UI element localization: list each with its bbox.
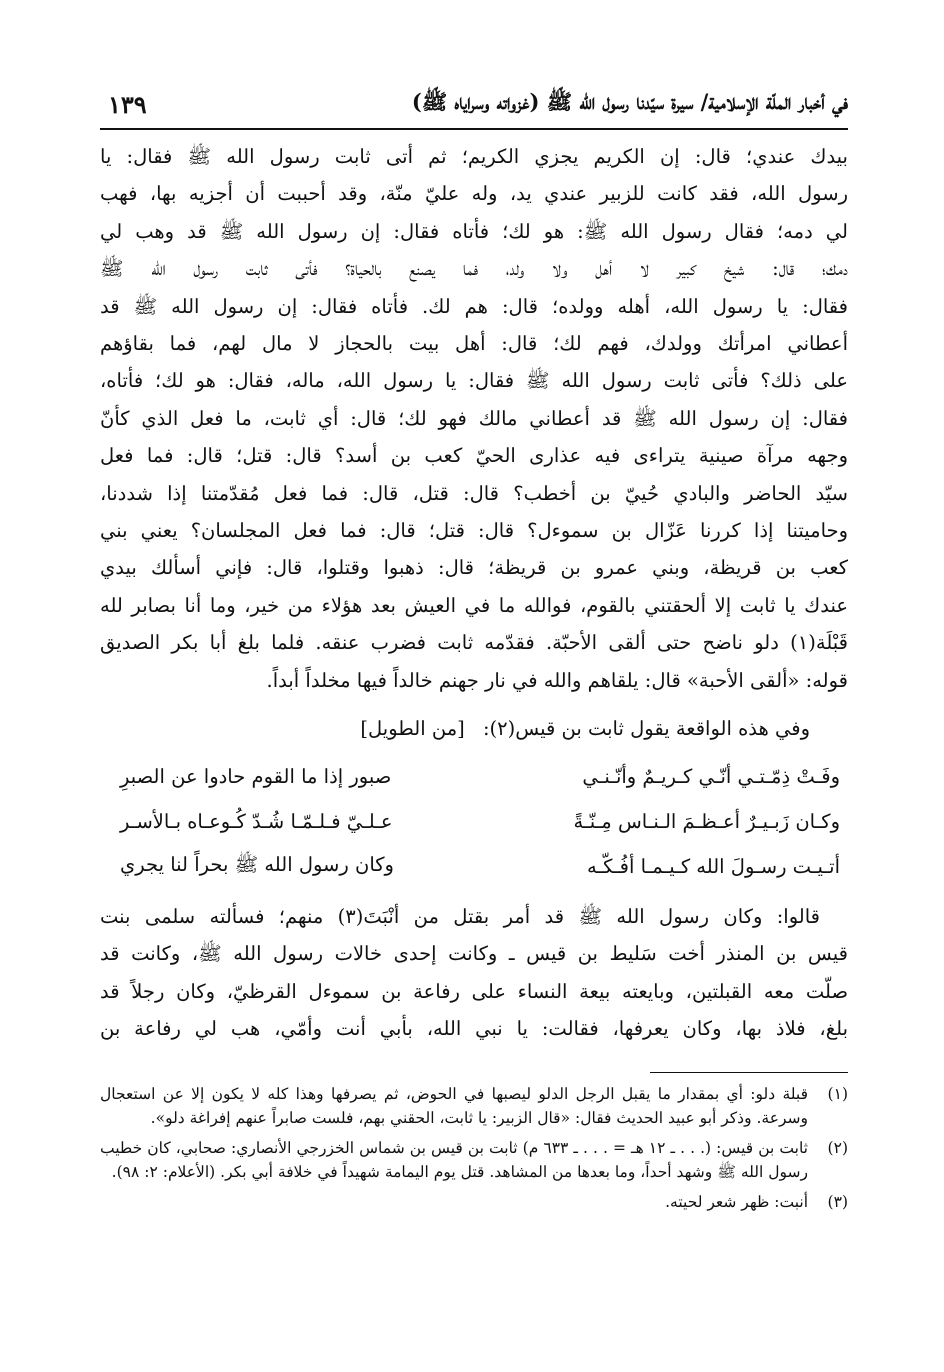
text-line: قيس بن المنذر أخت سَليط بن قيس ـ وكانت إحدى خالات رسول الله ﷺ، وكانت قد	[100, 942, 848, 966]
text-line: وجهه مرآة صينية يتراءى فيه عذارى الحيّ كعب بن أسد؟ قال: قتل؛ قال: فما فعل	[100, 444, 848, 468]
text-line: قَبْلَة(١) دلو ناضح حتى ألقى الأحبّة. فقدّمه ثابت فضرب عنقه. فلما بلغ أبا بكر الصديق	[100, 631, 848, 655]
text-line: صلّت معه القبلتين، وبايعته بيعة النساء على رفاعة بن سموءل القرظيّ، وكان رجلاً قد	[100, 979, 848, 1003]
footnote-text: أنبت: ظهر شعر لحيته.	[665, 1193, 808, 1211]
page-number: ١٣٩	[108, 89, 147, 119]
poem-intro-text: وفي هذه الواقعة يقول ثابت بن قيس(٢):	[482, 717, 810, 740]
text-line: أعطاني امرأتك وولدك، فهم لك؛ قال: أهل بيت بالحجاز لا مال لهم، فما بقاؤهم	[100, 332, 848, 356]
text-line: لي دمه؛ فقال رسول الله ﷺ: هو لك؛ فأتاه فقال: إن رسول الله ﷺ قد وهب لي	[100, 219, 848, 243]
footnote	[100, 1082, 848, 1130]
footnote	[100, 1190, 848, 1214]
main-text	[100, 138, 848, 699]
footnote-text: قبلة دلو: أي بمقدار ما يقبل الرجل الدلو ليصبها في الحوض، ثم يصرفها وهذا كله لا يكون إلا عن استعجال وسرعة. وذكر أبو عبيد الحديث فقال: «قال الزبير: يا ثابت، الحقني بهم، فلست صابراً عنهم إفراغة دلو».	[100, 1085, 808, 1127]
footnote-separator	[650, 1072, 848, 1073]
footnote-number: (٣)	[827, 1193, 848, 1211]
text-line: عندك يا ثابت إلا ألحقتني بالقوم، فوالله ما في العيش بعد هؤلاء من خير، وما أنا بصابر لله	[100, 593, 848, 617]
poem	[120, 754, 840, 889]
poem-intro	[100, 712, 840, 746]
footnote	[100, 1136, 848, 1184]
text-line: كعب بن قريظة، وبني عمرو بن قريظة؛ قال: ذهبوا وقتلوا، قال: فإني أسألك بيدي	[100, 556, 848, 580]
header-rule	[100, 128, 848, 130]
verse-second-half: صبور إذا ما القوم حادوا عن الصبرِ	[120, 765, 392, 788]
verse	[120, 844, 840, 889]
text-line: سيّد الحاضر والبادي حُييّ بن أخطب؟ قال: قتل، قال: فما فعل مُقدّمتنا إذا شددنا،	[100, 481, 848, 505]
text-line: فقال: إن رسول الله ﷺ قد أعطاني مالك فهو لك؛ قال: أي ثابت، ما فعل الذي كأنّ	[100, 406, 848, 430]
page-header	[108, 84, 848, 124]
poem-meter: [من الطويل]	[360, 717, 465, 740]
footnote-text: ثابت بن قيس: (. . . ـ ١٢ هـ = . . . ـ ٦٣٣ م) ثابت بن قيس بن شماس الخزرجي الأنصاري: صحابي، كان خطيب رسول الله ﷺ وشهد أحداً، وما بعدها من المشاهد. قتل يوم اليمامة شهيداً في خلافة أبي بكر. (الأعلام: ٢: ٩٨).	[100, 1139, 808, 1181]
text-line: بلغ، فلاذ بها، وكان يعرفها، فقالت: يا نبي الله، بأبي أنت وأمّي، هب لي رفاعة بن	[100, 1017, 848, 1041]
footnote-number: (١)	[827, 1085, 848, 1103]
text-line: وحاميتنا إذا كررنا عَزّال بن سموءل؟ قال: قتل؛ قال: فما فعل المجلسان؟ يعني بني	[100, 519, 848, 543]
text-line: قوله: «ألقى الأحبة» قال: يلقاهم والله في نار جهنم خالداً فيها مخلداً أبداً.	[266, 668, 848, 692]
verse	[120, 799, 840, 844]
verse-first-half: وفَـتْ ذِمّـتـي أنّـي كـريـمٌ وأنّـنـي	[582, 765, 840, 788]
footnotes	[100, 1082, 848, 1220]
verse-first-half: وكـان زَبـيـرٌ أعـظـمَ الـنـاس مِـنّـةً	[573, 810, 840, 833]
verse-second-half: وكان رسول الله ﷺ بحراً لنا يجري	[120, 852, 394, 876]
verse	[120, 754, 840, 799]
verse-first-half: أتـيـت رسـولَ الله كـيـمـا أفُـكّـه	[587, 855, 840, 878]
text-line: على ذلك؟ فأتى ثابت رسول الله ﷺ فقال: يا رسول الله، ماله، فقال: هو لك؛ فأتاه،	[100, 369, 848, 393]
text-line: بيدك عندي؛ قال: إن الكريم يجزي الكريم؛ ثم أتى ثابت رسول الله ﷺ فقال: يا	[100, 145, 848, 168]
main-text-continued	[100, 898, 848, 1048]
text-line: رسول الله، فقد كانت للزبير عندي يد، وله عليّ منّة، وقد أحببت أن أجزيه بها، فهب	[100, 182, 848, 206]
footnote-number: (٢)	[827, 1139, 848, 1157]
running-title: في أخبار الملّة الإسلامية/ سيرة سيّدنا رسول الله ﷺ (غزواته وسراياه ﷺ)	[411, 88, 848, 114]
text-line: دمك؛ قال: شيخ كبير لا أهل ولا ولد، فما يصنع بالحياة؟ فأتى ثابت رسول الله ﷺ	[100, 257, 848, 281]
text-line: فقال: يا رسول الله، أهله وولده؛ قال: هم لك. فأتاه فقال: إن رسول الله ﷺ قد	[100, 294, 848, 318]
text-line: قالوا: وكان رسول الله ﷺ قد أمر بقتل من أنْبَتَ(٣) منهم؛ فسألته سلمى بنت	[100, 905, 820, 928]
verse-second-half: عـلـيّ فـلـمّـا شُـدّ كُـوعـاه بـالأسـر	[120, 810, 393, 833]
